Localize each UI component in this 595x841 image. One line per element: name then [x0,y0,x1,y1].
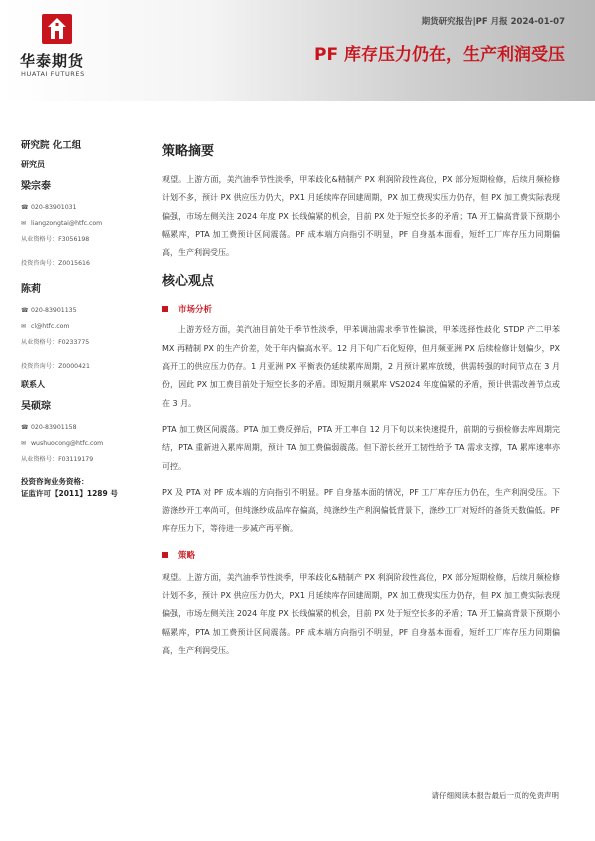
market-analysis-heading: 市场分析 [162,303,560,315]
bullet-square-icon [162,306,168,312]
company-logo [20,14,100,78]
qualification: 投资咨询业务资格： 证监许可【2011】1289 号 [21,477,118,498]
logo-chinese-name: 华泰期货 [20,52,85,70]
strategy-heading: 策略 [162,549,560,561]
email-icon: ✉ [21,323,27,330]
analyst-phone: ☎ 020-83901135 [21,303,133,319]
report-header [0,0,595,101]
huatai-logo-icon [42,14,72,44]
email-icon: ✉ [21,440,27,447]
contact-license: 从业资格号：F03119179 [21,456,94,463]
report-body [162,140,560,660]
contact-name: 吴硕琮 [21,401,51,412]
analyst-invest-license: 投资咨询号：Z0000421 [21,363,90,370]
analyst-name: 梁宗泰 [21,181,51,192]
analyst-phone: ☎ 020-83901031 [21,200,133,216]
contact-email[interactable]: ✉ wushuocong@htfc.com [21,436,133,452]
analyst-name: 陈莉 [21,284,41,295]
analyst-license: 从业资格号：F3056198 [21,236,90,243]
phone-icon: ☎ [21,424,29,431]
analyst-email[interactable]: ✉ liangzongtai@htfc.com [21,216,133,232]
report-title: PF 库存压力仍在，生产利润受压 [314,45,565,65]
logo-english-name: HUATAI FUTURES [21,70,85,78]
contacts-heading: 联系人 [21,380,45,389]
summary-heading: 策略摘要 [162,144,215,159]
market-paragraph: PTA 加工费区间震荡。PTA 加工费反弹后，PTA 开工率自 12 月下旬以来快速提升，前期的亏损检修去库周期完结，PTA 重新进入累库周期，预计 TA 加工费偏弱震荡。但下游长丝开工韧性给予 TA 需求支撑，TA 累库速率亦可控。 [162,424,560,471]
phone-icon: ☎ [21,307,29,314]
report-type: 期货研究报告|PF 月报 2024-01-07 [421,17,565,27]
core-heading: 核心观点 [162,274,215,290]
summary-text: 观望。上游方面，美汽油季节性淡季，甲苯歧化&精制产 PX 利润阶段性高位，PX 部分短期检修，后续月频检修计划不多，预计 PX 供应压力仍大，PX1 月延续库存回建周期，PX 加工费现实压力仍存，但 PX 加工费实际表现偏强，市场左侧关注 2024 年度 PX 长线偏紧的机会，目前 PX 处于短空长多的矛盾；TA 开工偏高背景下预期小幅累库，PTA 加工费预计区间震荡。PF 成本端方向指引不明显，PF 自身基本面看，短纤工厂库存压力同期偏高，生产利润受压。 [162,175,560,258]
email-icon: ✉ [21,220,27,227]
market-paragraph: 上游芳烃方面，美汽油目前处于季节性淡季，甲苯调油需求季节性偏淡，甲苯选择性歧化 STDP 产二甲苯 MX 再精制 PX 的生产价差，处于年内偏高水平。12 月下旬广石化短停，但月频亚洲 PX 后续检修计划偏少，PX 高开工的供应压力仍存。1 月亚洲 PX 平衡表仍延续累库周期，2 月预计累库放缓，供需转强的时间节点在 3 月份，因此 PX 加工费目前处于短空长多的矛盾。即短期月频累库 VS2024 年度偏紧的矛盾，预计供需改善节点或在 3 月。 [162,325,560,408]
analyst-email[interactable]: ✉ cl@htfc.com [21,319,133,335]
bullet-square-icon [162,552,168,558]
analyst-sidebar [21,137,133,500]
disclaimer-note: 请仔细阅读本报告最后一页的免责声明 [431,791,559,800]
strategy-text: 观望。上游方面，美汽油季节性淡季，甲苯歧化&精制产 PX 利润阶段性高位，PX 部分短期检修，后续月频检修计划不多，预计 PX 供应压力仍大，PX1 月延续库存回建周期，PX 加工费现实压力仍存，但 PX 加工费实际表现偏强，市场左侧关注 2024 年度 PX 长线偏紧的机会，目前 PX 处于短空长多的矛盾；TA 开工偏高背景下预期小幅累库，PTA 加工费预计区间震荡。PF 成本端方向指引不明显，PF 自身基本面看，短纤工厂库存压力同期偏高，生产利润受压。 [162,572,560,655]
market-paragraph: PX 及 PTA 对 PF 成本端的方向指引不明显。PF 自身基本面的情况，PF 工厂库存压力仍在，生产利润受压。下游涤纱开工率尚可，但纯涤纱成品库存偏高，纯涤纱生产利润偏低背景下，涤纱工厂对短纤的备货天数偏低。PF 库存压力下，等待进一步减产再平衡。 [162,487,560,534]
analyst-license: 从业资格号：F0233775 [21,339,90,346]
researchers-heading: 研究员 [21,160,45,169]
analyst-invest-license: 投资咨询号：Z0015616 [21,260,90,267]
contact-phone: ☎ 020-83901158 [21,420,133,436]
phone-icon: ☎ [21,204,29,211]
department: 研究院 化工组 [21,140,82,151]
